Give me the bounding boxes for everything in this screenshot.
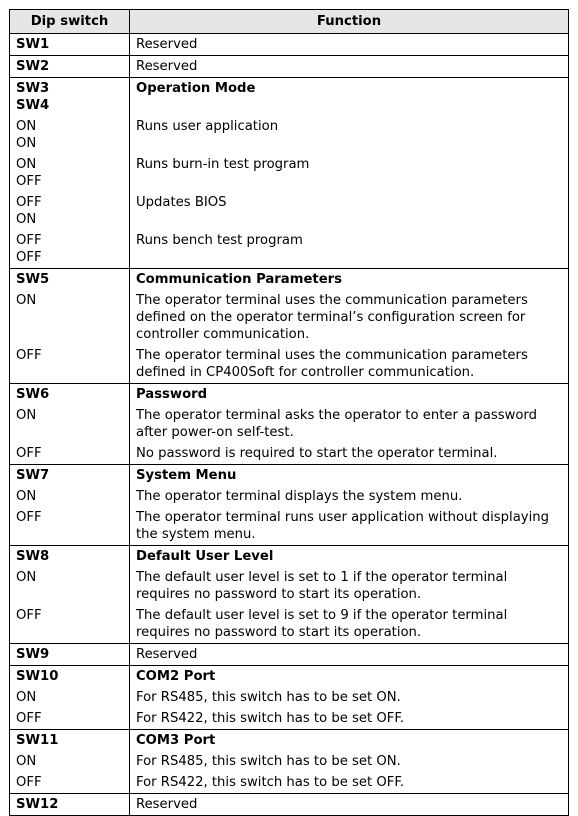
- switch-value: SW3: [16, 81, 50, 96]
- switch-value: SW11: [16, 733, 59, 748]
- switch-value: OFF: [16, 510, 42, 525]
- table-row: [10, 567, 569, 605]
- table-row: [10, 794, 569, 816]
- table-row: [10, 751, 569, 772]
- switch-cell: [10, 666, 130, 688]
- switch-value: OFF: [16, 446, 42, 461]
- function-description: Runs burn-in test program: [130, 154, 569, 192]
- function-heading: Password: [130, 384, 569, 406]
- switch-value: OFF: [16, 775, 42, 790]
- table-row: [10, 507, 569, 546]
- switch-value: SW6: [16, 387, 50, 402]
- table-row: [10, 34, 569, 56]
- function-description: Runs user application: [130, 116, 569, 154]
- switch-value: ON: [16, 119, 37, 134]
- switch-value: ON: [16, 690, 37, 705]
- table-row: [10, 708, 569, 730]
- switch-cell: [10, 269, 130, 291]
- switch-cell: [10, 605, 130, 644]
- switch-value: OFF: [16, 195, 42, 210]
- switch-cell: [10, 465, 130, 487]
- switch-value: SW7: [16, 468, 50, 483]
- switch-value: SW2: [16, 59, 50, 74]
- switch-cell: [10, 443, 130, 465]
- dip-switch-table: [9, 9, 569, 816]
- switch-value: ON: [16, 136, 37, 151]
- switch-cell: [10, 345, 130, 384]
- switch-value: OFF: [16, 608, 42, 623]
- switch-cell: [10, 56, 130, 78]
- function-description: The operator terminal uses the communication parameters defined on the operator terminal’s configuration screen for controller communication.: [130, 290, 569, 345]
- table-body: [10, 34, 569, 816]
- function-description: For RS485, this switch has to be set ON.: [130, 751, 569, 772]
- switch-value: OFF: [16, 711, 42, 726]
- function-heading: COM3 Port: [130, 730, 569, 752]
- switch-value: ON: [16, 489, 37, 504]
- header-function: Function: [130, 10, 569, 34]
- switch-value: ON: [16, 754, 37, 769]
- function-description: The operator terminal asks the operator to enter a password after power-on self-test.: [130, 405, 569, 443]
- function-description: The default user level is set to 1 if the operator terminal requires no password to start its operation.: [130, 567, 569, 605]
- table-row: [10, 154, 569, 192]
- function-description: The operator terminal uses the communication parameters defined in CP400Soft for controller communication.: [130, 345, 569, 384]
- switch-cell: [10, 230, 130, 269]
- function-heading: Operation Mode: [130, 78, 569, 117]
- table-row: [10, 56, 569, 78]
- table-row: [10, 443, 569, 465]
- switch-cell: [10, 34, 130, 56]
- switch-cell: [10, 507, 130, 546]
- switch-value: SW5: [16, 272, 50, 287]
- switch-cell: [10, 751, 130, 772]
- function-description: For RS422, this switch has to be set OFF.: [130, 708, 569, 730]
- switch-cell: [10, 154, 130, 192]
- table-row: [10, 730, 569, 752]
- switch-value: OFF: [16, 250, 42, 265]
- switch-cell: [10, 794, 130, 816]
- table-row: [10, 405, 569, 443]
- switch-cell: [10, 730, 130, 752]
- function-description: Updates BIOS: [130, 192, 569, 230]
- switch-value: SW1: [16, 37, 50, 52]
- switch-value: ON: [16, 157, 37, 172]
- switch-cell: [10, 644, 130, 666]
- function-heading: Reserved: [130, 34, 569, 56]
- function-heading: COM2 Port: [130, 666, 569, 688]
- switch-value: SW4: [16, 98, 50, 113]
- switch-value: ON: [16, 293, 37, 308]
- table-row: [10, 605, 569, 644]
- switch-value: ON: [16, 408, 37, 423]
- switch-value: ON: [16, 212, 37, 227]
- table-row: [10, 290, 569, 345]
- header-dip-switch: Dip switch: [10, 10, 130, 34]
- function-heading: Communication Parameters: [130, 269, 569, 291]
- table-row: [10, 116, 569, 154]
- function-heading: Reserved: [130, 794, 569, 816]
- switch-value: OFF: [16, 348, 42, 363]
- table-row: [10, 772, 569, 794]
- table-row: [10, 192, 569, 230]
- switch-value: ON: [16, 570, 37, 585]
- table-row: [10, 230, 569, 269]
- function-description: For RS422, this switch has to be set OFF.: [130, 772, 569, 794]
- switch-value: OFF: [16, 233, 42, 248]
- function-description: Runs bench test program: [130, 230, 569, 269]
- switch-value: OFF: [16, 174, 42, 189]
- function-heading: Default User Level: [130, 546, 569, 568]
- switch-cell: [10, 405, 130, 443]
- function-heading: System Menu: [130, 465, 569, 487]
- table-row: [10, 78, 569, 117]
- switch-cell: [10, 567, 130, 605]
- switch-cell: [10, 708, 130, 730]
- table-row: [10, 465, 569, 487]
- switch-cell: [10, 78, 130, 117]
- switch-cell: [10, 546, 130, 568]
- function-description: No password is required to start the operator terminal.: [130, 443, 569, 465]
- table-row: [10, 269, 569, 291]
- switch-cell: [10, 772, 130, 794]
- switch-value: SW12: [16, 797, 59, 812]
- function-heading: Reserved: [130, 56, 569, 78]
- table-row: [10, 687, 569, 708]
- header-row: [10, 10, 569, 34]
- table-row: [10, 644, 569, 666]
- table-row: [10, 345, 569, 384]
- function-description: The operator terminal runs user application without displaying the system menu.: [130, 507, 569, 546]
- switch-cell: [10, 290, 130, 345]
- table-row: [10, 666, 569, 688]
- switch-cell: [10, 116, 130, 154]
- table-row: [10, 384, 569, 406]
- switch-cell: [10, 384, 130, 406]
- switch-value: SW10: [16, 669, 59, 684]
- function-description: The operator terminal displays the system menu.: [130, 486, 569, 507]
- function-description: The default user level is set to 9 if the operator terminal requires no password to start its operation.: [130, 605, 569, 644]
- table-row: [10, 486, 569, 507]
- switch-value: SW9: [16, 647, 50, 662]
- switch-cell: [10, 192, 130, 230]
- switch-cell: [10, 687, 130, 708]
- function-description: For RS485, this switch has to be set ON.: [130, 687, 569, 708]
- switch-value: SW8: [16, 549, 50, 564]
- table-row: [10, 546, 569, 568]
- switch-cell: [10, 486, 130, 507]
- function-heading: Reserved: [130, 644, 569, 666]
